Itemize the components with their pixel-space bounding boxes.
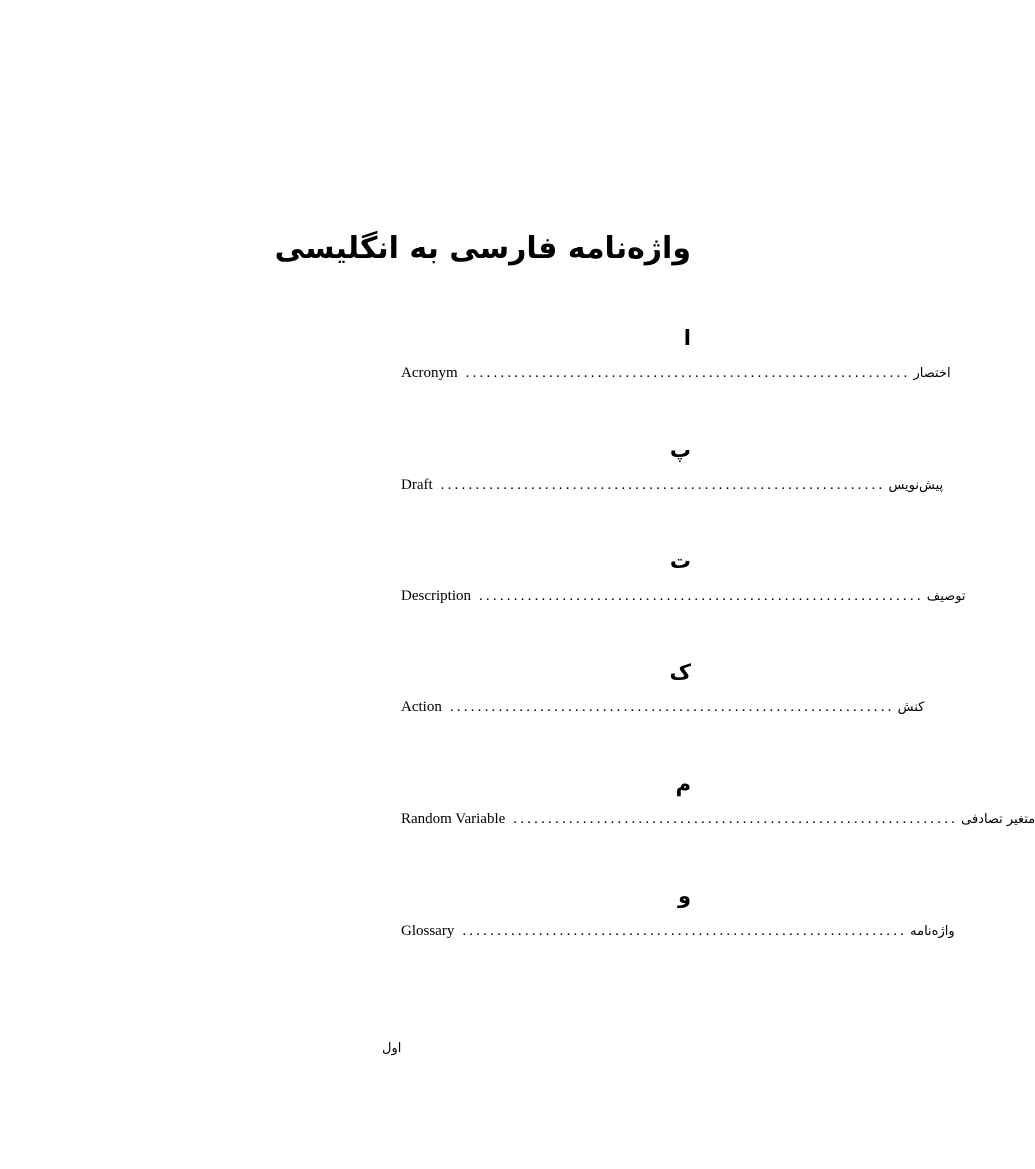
- glossary-section-mim: [401, 768, 1035, 838]
- page-title: واژه‌نامه فارسی به انگلیسی: [274, 231, 691, 266]
- dot-leader: ................................................................: [449, 699, 895, 715]
- glossary-section-alef: [401, 322, 951, 392]
- section-letter: م: [675, 772, 691, 796]
- english-term: Draft: [401, 477, 433, 493]
- glossary-entry: [401, 362, 951, 384]
- english-term: Action: [401, 699, 442, 715]
- page-number: اول: [382, 1041, 402, 1056]
- dot-leader: ................................................................: [465, 365, 911, 381]
- glossary-section-te: [401, 545, 966, 615]
- persian-term: توصیف: [926, 589, 966, 604]
- persian-term: واژه‌نامه: [910, 924, 955, 939]
- english-term: Glossary: [401, 923, 455, 939]
- english-term: Acronym: [401, 365, 458, 381]
- persian-term: کنش: [897, 700, 925, 715]
- glossary-entry: [401, 585, 966, 607]
- section-letter: ک: [669, 660, 691, 684]
- section-letter: و: [677, 884, 691, 908]
- persian-term: متغیر تصادفی: [961, 812, 1035, 827]
- glossary-entry: [401, 808, 1035, 830]
- section-letter: پ: [669, 438, 691, 462]
- glossary-entry: [401, 474, 944, 496]
- english-term: Random Variable: [401, 811, 506, 827]
- section-letter: ا: [683, 326, 691, 350]
- dot-leader: ................................................................: [513, 811, 959, 827]
- section-letter: ت: [669, 549, 691, 573]
- persian-term: اختصار: [913, 366, 951, 381]
- dot-leader: ................................................................: [440, 477, 886, 493]
- glossary-section-kaf: [401, 656, 925, 726]
- glossary-entry: [401, 696, 925, 718]
- glossary-entry: [401, 920, 955, 942]
- dot-leader: ................................................................: [478, 588, 924, 604]
- dot-leader: ................................................................: [462, 923, 908, 939]
- glossary-section-pe: [401, 434, 944, 504]
- english-term: Description: [401, 588, 471, 604]
- persian-term: پیش‌نویس: [888, 478, 944, 493]
- glossary-section-vav: [401, 880, 955, 950]
